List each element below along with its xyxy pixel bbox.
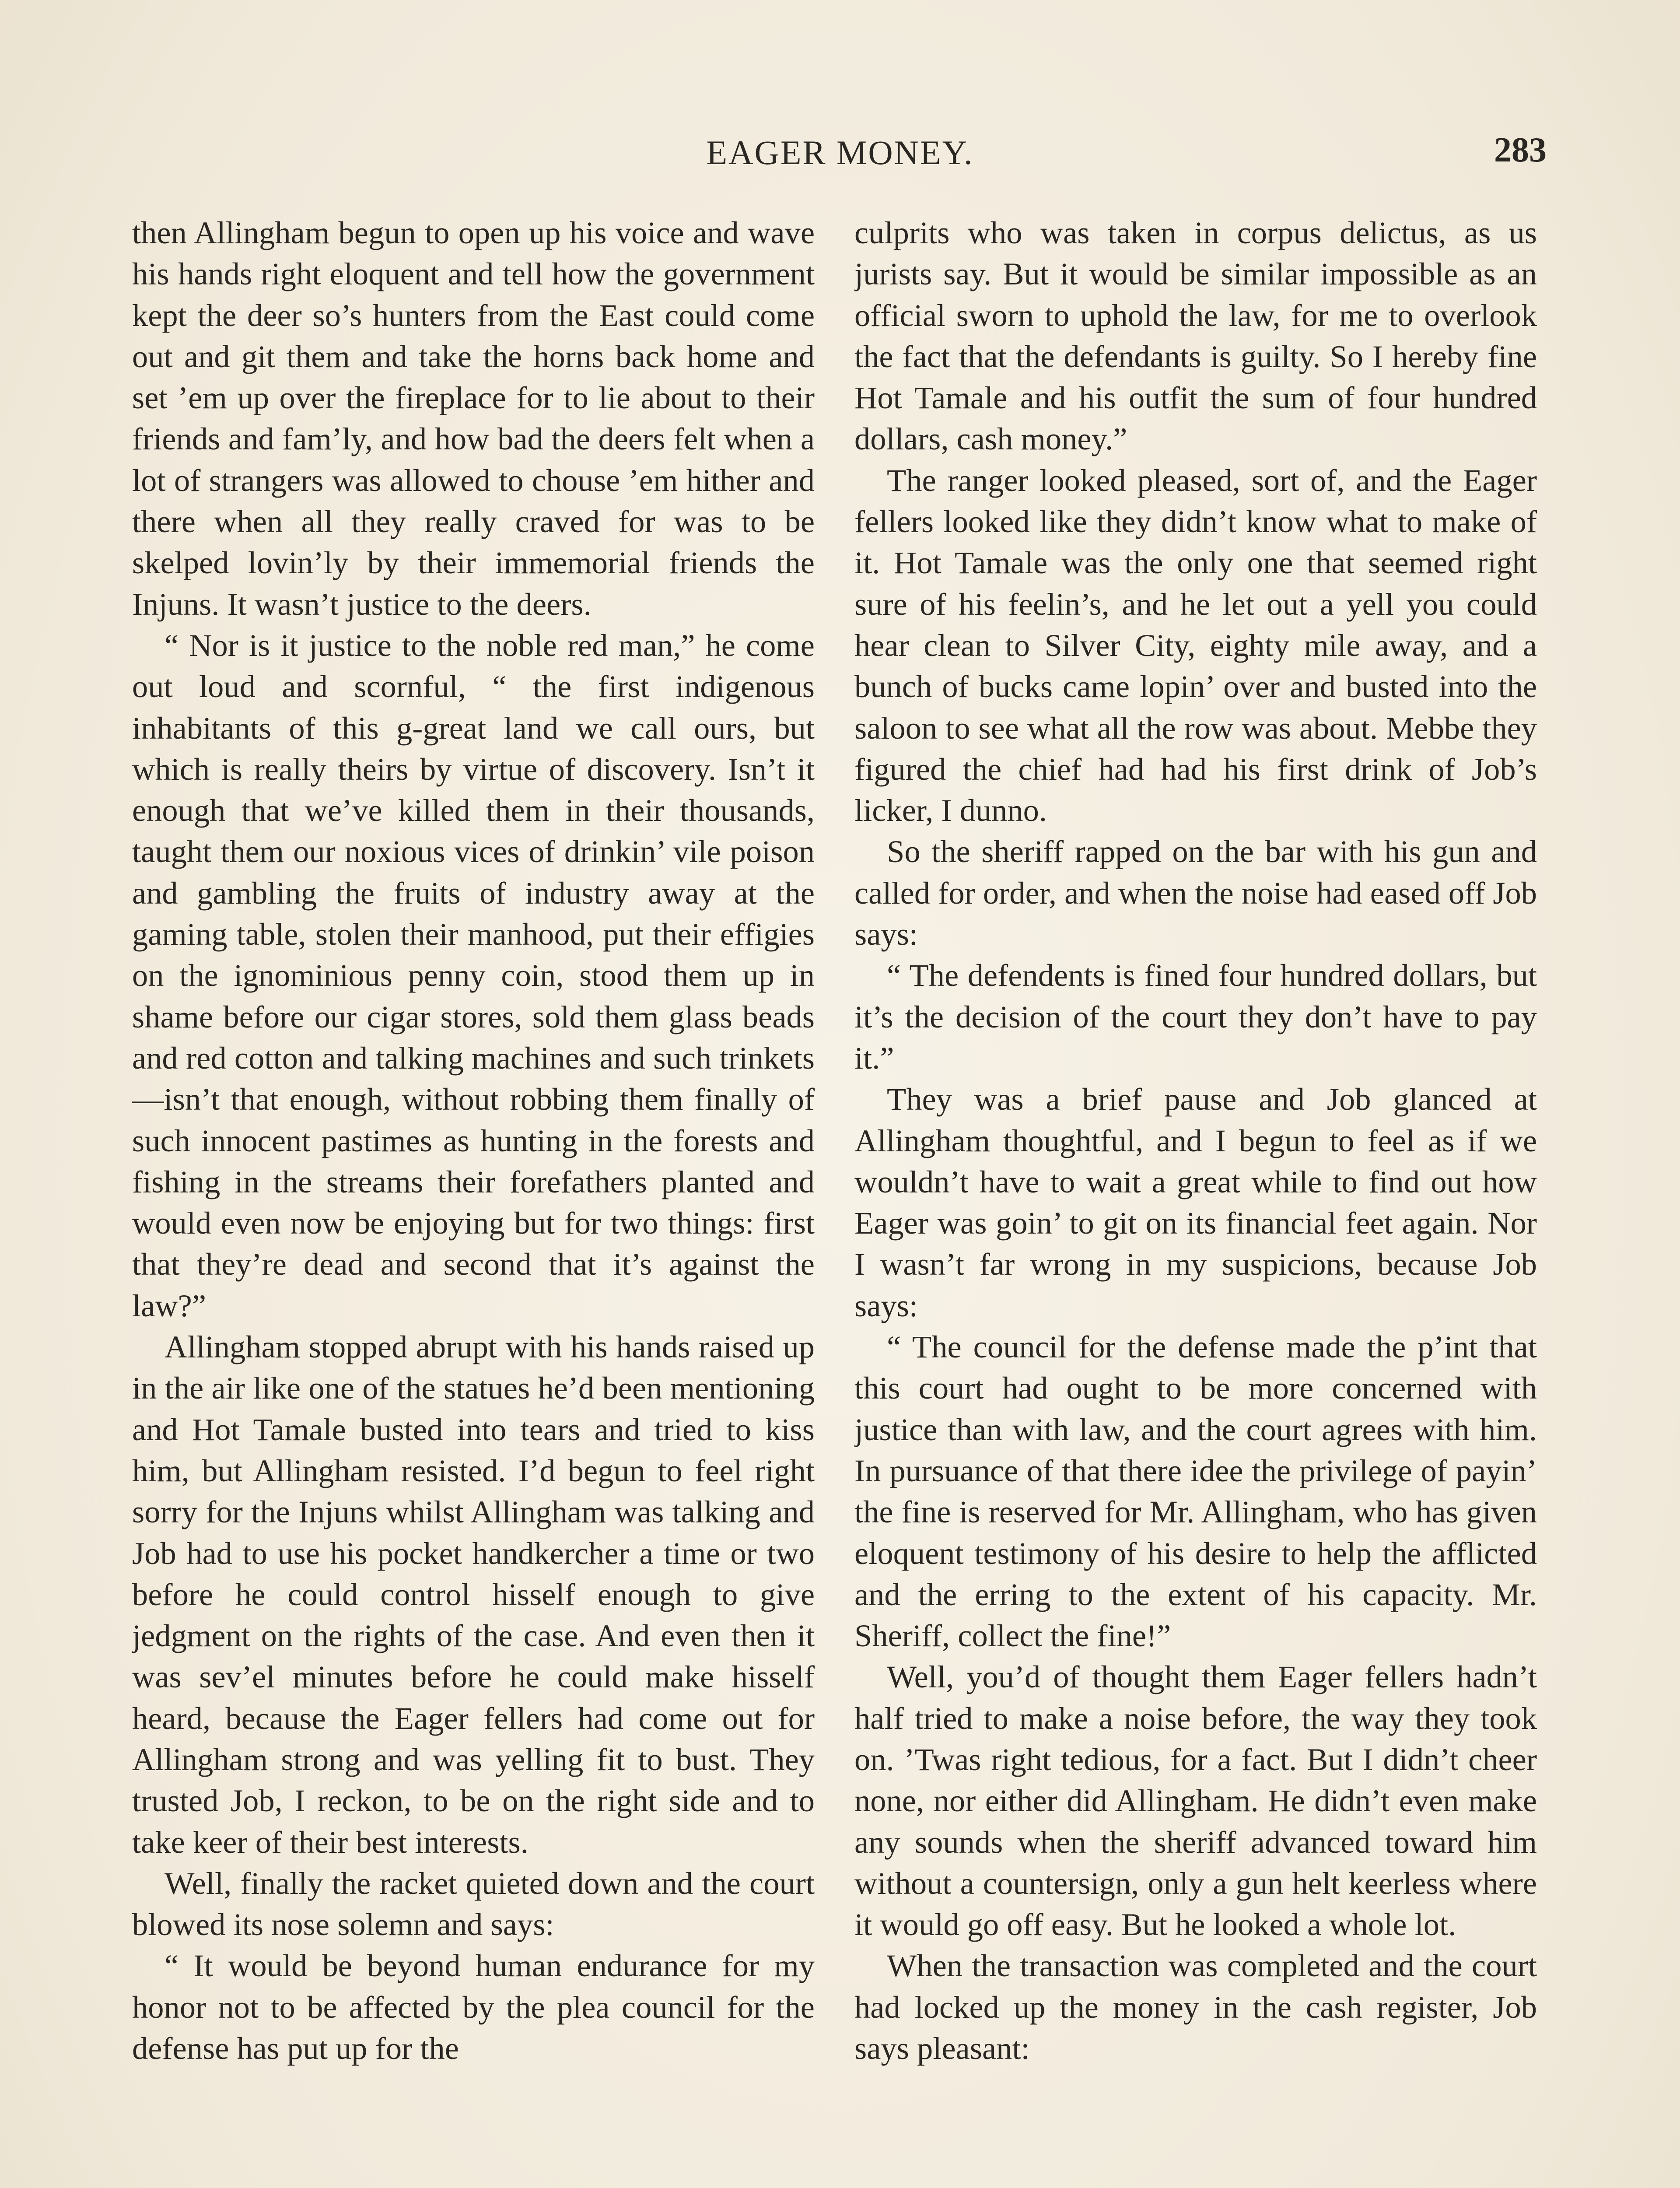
paragraph: “ Nor is it justice to the noble red man,” he come out loud and scornful, “ the first indigenous inhabitants of this g-great land we call ours, but which is really theirs by virtue of discovery. Isn’t it enough that we’ve killed them in their thousands, taught them our noxious vices of drinkin’ vile poison and gambling the fruits of industry away at the gaming table, stolen their manhood, put their effigies on the ignominious penny coin, stood them up in shame before our cigar stores, sold them glass beads and red cotton and talking machines and such trinkets—isn’t that enough, without robbing them finally of such innocent pastimes as hunting in the forests and fishing in the streams their forefathers planted and would even now be enjoying but for two things: first that they’re dead and second that it’s against the law?”: [132, 627, 815, 1323]
paragraph: The ranger looked pleased, sort of, and the Eager fellers looked like they didn’t know what to make of it. Hot Tamale was the only one that seemed right sure of his feelin’s, and he let out a yell you could hear clean to Silver City, eighty mile away, and a bunch of bucks came lopin’ over and busted into the saloon to see what all the row was about. Mebbe they figured the chief had had his first drink of Job’s licker, I dunno.: [854, 462, 1537, 828]
paragraph: culprits who was taken in corpus delictus, as us jurists say. But it would be similar impossible as an official sworn to uphold the law, for me to overlook the fact that the defendants is guilty. So I hereby fine Hot Tamale and his outfit the sum of four hundred dollars, cash money.”: [854, 215, 1537, 457]
page-number: 283: [1494, 131, 1547, 169]
paragraph: “ It would be beyond human endurance for my honor not to be affected by the plea council for the defense has put up for the: [132, 1948, 815, 2066]
running-title: EAGER MONEY.: [706, 133, 974, 172]
paragraph: Allingham stopped abrupt with his hands raised up in the air like one of the statues he’d been mentioning and Hot Tamale busted into tears and tried to kiss him, but Allingham resisted. I’d begun to feel right sorry for the Injuns whilst Allingham was talking and Job had to use his pocket handkercher a time or two before he could control hisself enough to give jedgment on the rights of the case. And even then it was sev’el minutes before he could make hisself heard, because the Eager fellers had come out for Allingham strong and was yelling fit to bust. They trusted Job, I reckon, to be on the right side and to take keer of their best interests.: [132, 1329, 815, 1860]
paragraph: Well, finally the racket quieted down and the court blowed its nose solemn and says:: [132, 1865, 815, 1943]
left-column: [132, 212, 815, 2188]
paragraph: Well, you’d of thought them Eager fellers hadn’t half tried to make a noise before, the way they took on. ’Twas right tedious, for a fact. But I didn’t cheer none, nor either did Allingham. He didn’t even make any sounds when the sheriff advanced toward him without a countersign, only a gun helt keerless where it would go off easy. But he looked a whole lot.: [854, 1659, 1537, 1943]
right-column: [854, 212, 1537, 2188]
paragraph: “ The defendents is fined four hundred dollars, but it’s the decision of the court they don’t have to pay it.”: [854, 957, 1537, 1076]
paragraph: When the transaction was completed and the court had locked up the money in the cash register, Job says pleasant:: [854, 1948, 1537, 2066]
paragraph: They was a brief pause and Job glanced at Allingham thoughtful, and I begun to feel as if we wouldn’t have to wait a great while to find out how Eager was goin’ to git on its financial feet again. Nor I wasn’t far wrong in my suspicions, because Job says:: [854, 1081, 1537, 1323]
paragraph: “ The council for the defense made the p’int that this court had ought to be more concerned with justice than with law, and the court agrees with him. In pursuance of that there idee the privilege of payin’ the fine is reserved for Mr. Allingham, who has given eloquent testimony of his desire to help the afflicted and the erring to the extent of his capacity. Mr. Sheriff, collect the fine!”: [854, 1329, 1537, 1654]
paragraph: So the sheriff rapped on the bar with his gun and called for order, and when the noise had eased off Job says:: [854, 834, 1537, 952]
paragraph: then Allingham begun to open up his voice and wave his hands right eloquent and tell how the government kept the deer so’s hunters from the East could come out and git them and take the horns back home and set ’em up over the fireplace for to lie about to their friends and fam’ly, and how bad the deers felt when a lot of strangers was allowed to chouse ’em hither and there when all they really craved for was to be skelped lovin’ly by their immemorial friends the Injuns. It wasn’t justice to the deers.: [132, 215, 815, 622]
running-head: [0, 127, 1680, 175]
